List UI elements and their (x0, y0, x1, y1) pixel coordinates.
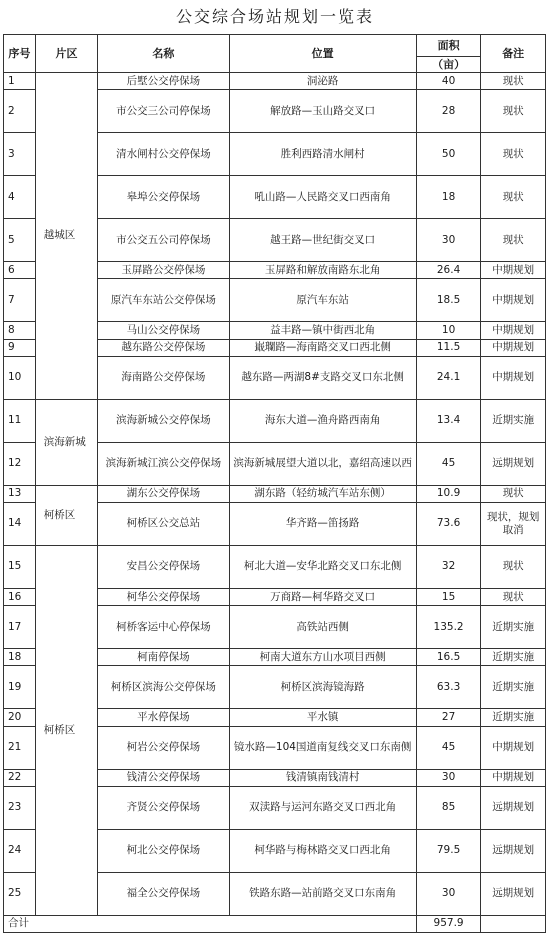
cell-name: 玉屏路公交停保场 (98, 262, 229, 279)
cell-location: 高铁站西侧 (229, 606, 416, 649)
cell-remark: 远期规划 (481, 872, 546, 915)
cell-remark: 远期规划 (481, 786, 546, 829)
header-area: 面积 (416, 35, 481, 57)
cell-location: 解放路—玉山路交叉口 (229, 90, 416, 133)
cell-area: 15 (416, 588, 481, 605)
cell-no: 10 (4, 356, 36, 399)
cell-area: 85 (416, 786, 481, 829)
cell-district: 柯桥区 (35, 485, 97, 545)
cell-remark: 现状 (481, 176, 546, 219)
cell-name: 滨海新城公交停保场 (98, 399, 229, 442)
cell-area: 32 (416, 545, 481, 588)
cell-no: 24 (4, 829, 36, 872)
cell-district: 柯桥区 (35, 545, 97, 915)
cell-no: 6 (4, 262, 36, 279)
cell-area: 24.1 (416, 356, 481, 399)
cell-location: 越东路—两湖8#支路交叉口东北侧 (229, 356, 416, 399)
cell-no: 4 (4, 176, 36, 219)
cell-area: 50 (416, 133, 481, 176)
cell-name: 市公交三公司停保场 (98, 90, 229, 133)
cell-no: 14 (4, 502, 36, 545)
cell-remark: 近期实施 (481, 666, 546, 709)
cell-remark: 近期实施 (481, 606, 546, 649)
cell-no: 20 (4, 709, 36, 726)
cell-name: 柯南停保场 (98, 649, 229, 666)
cell-name: 柯北公交停保场 (98, 829, 229, 872)
stations-table (3, 34, 546, 933)
cell-remark: 现状 (481, 133, 546, 176)
cell-name: 清水闸村公交停保场 (98, 133, 229, 176)
table-row (4, 399, 546, 442)
cell-remark: 现状 (481, 588, 546, 605)
cell-location: 嶯瓓路—海南路交叉口西北侧 (229, 339, 416, 356)
cell-area: 11.5 (416, 339, 481, 356)
cell-name: 钱清公交停保场 (98, 769, 229, 786)
header-location: 位置 (229, 35, 416, 73)
cell-area: 18.5 (416, 279, 481, 322)
cell-location: 双渎路与运河东路交叉口西北角 (229, 786, 416, 829)
cell-name: 齐贤公交停保场 (98, 786, 229, 829)
cell-name: 柯岩公交停保场 (98, 726, 229, 769)
cell-no: 16 (4, 588, 36, 605)
cell-location: 海东大道—渔舟路西南角 (229, 399, 416, 442)
cell-area: 10 (416, 322, 481, 339)
cell-location: 原汽车东站 (229, 279, 416, 322)
table-header-row (4, 35, 546, 57)
cell-name: 平水停保场 (98, 709, 229, 726)
cell-no: 1 (4, 73, 36, 90)
cell-location: 洞泌路 (229, 73, 416, 90)
cell-remark: 近期实施 (481, 649, 546, 666)
cell-remark: 现状，规划取消 (481, 502, 546, 545)
cell-remark: 中期规划 (481, 356, 546, 399)
cell-remark: 中期规划 (481, 322, 546, 339)
cell-location: 钱清镇南钱清村 (229, 769, 416, 786)
header-district: 片区 (35, 35, 97, 73)
cell-no: 25 (4, 872, 36, 915)
table-row (4, 545, 546, 588)
cell-area: 18 (416, 176, 481, 219)
cell-remark: 现状 (481, 90, 546, 133)
cell-location: 益丰路—镇中街西北角 (229, 322, 416, 339)
cell-no: 13 (4, 485, 36, 502)
cell-area: 73.6 (416, 502, 481, 545)
cell-location: 万商路—柯华路交叉口 (229, 588, 416, 605)
table-body (4, 73, 546, 933)
cell-location: 玉屏路和解放南路东北角 (229, 262, 416, 279)
cell-no: 11 (4, 399, 36, 442)
cell-no: 19 (4, 666, 36, 709)
cell-remark: 现状 (481, 73, 546, 90)
cell-remark: 远期规划 (481, 442, 546, 485)
cell-name: 柯华公交停保场 (98, 588, 229, 605)
page-title: 公交综合场站规划一览表 (175, 7, 374, 26)
cell-area: 79.5 (416, 829, 481, 872)
cell-no: 2 (4, 90, 36, 133)
cell-area: 63.3 (416, 666, 481, 709)
cell-area: 30 (416, 219, 481, 262)
cell-no: 23 (4, 786, 36, 829)
cell-name: 柯桥区滨海公交停保场 (98, 666, 229, 709)
cell-name: 马山公交停保场 (98, 322, 229, 339)
cell-name: 市公交五公司停保场 (98, 219, 229, 262)
total-remark-empty (481, 915, 546, 932)
cell-name: 原汽车东站公交停保场 (98, 279, 229, 322)
cell-no: 22 (4, 769, 36, 786)
cell-name: 越东路公交停保场 (98, 339, 229, 356)
cell-remark: 现状 (481, 219, 546, 262)
total-area: 957.9 (416, 915, 481, 932)
cell-area: 45 (416, 726, 481, 769)
cell-area: 30 (416, 872, 481, 915)
cell-remark: 中期规划 (481, 339, 546, 356)
cell-location: 柯华路与梅林路交叉口西北角 (229, 829, 416, 872)
cell-area: 40 (416, 73, 481, 90)
cell-no: 21 (4, 726, 36, 769)
cell-remark: 中期规划 (481, 726, 546, 769)
cell-area: 10.9 (416, 485, 481, 502)
cell-remark: 近期实施 (481, 709, 546, 726)
cell-no: 9 (4, 339, 36, 356)
cell-area: 27 (416, 709, 481, 726)
cell-name: 后墅公交停保场 (98, 73, 229, 90)
cell-remark: 现状 (481, 545, 546, 588)
cell-area: 135.2 (416, 606, 481, 649)
cell-remark: 中期规划 (481, 262, 546, 279)
cell-location: 吼山路—人民路交叉口西南角 (229, 176, 416, 219)
header-name: 名称 (98, 35, 229, 73)
cell-location: 铁路东路—站前路交叉口东南角 (229, 872, 416, 915)
cell-no: 3 (4, 133, 36, 176)
cell-location: 越王路—世纪街交叉口 (229, 219, 416, 262)
cell-name: 福全公交停保场 (98, 872, 229, 915)
cell-no: 12 (4, 442, 36, 485)
cell-no: 5 (4, 219, 36, 262)
cell-remark: 现状 (481, 485, 546, 502)
cell-remark: 中期规划 (481, 279, 546, 322)
cell-location: 胜利西路清水闸村 (229, 133, 416, 176)
cell-no: 7 (4, 279, 36, 322)
cell-name: 湖东公交停保场 (98, 485, 229, 502)
header-area-unit: （亩） (416, 57, 481, 73)
cell-name: 海南路公交停保场 (98, 356, 229, 399)
cell-location: 平水镇 (229, 709, 416, 726)
cell-location: 华齐路—笛扬路 (229, 502, 416, 545)
cell-name: 柯桥客运中心停保场 (98, 606, 229, 649)
cell-area: 28 (416, 90, 481, 133)
cell-no: 17 (4, 606, 36, 649)
cell-area: 26.4 (416, 262, 481, 279)
table-row (4, 73, 546, 90)
cell-name: 滨海新城江滨公交停保场 (98, 442, 229, 485)
cell-location: 柯桥区滨海镜海路 (229, 666, 416, 709)
cell-name: 柯桥区公交总站 (98, 502, 229, 545)
cell-location: 湖东路（轻纺城汽车站东侧） (229, 485, 416, 502)
cell-location: 柯北大道—安华北路交叉口东北侧 (229, 545, 416, 588)
header-remark: 备注 (481, 35, 546, 73)
cell-remark: 中期规划 (481, 769, 546, 786)
cell-district: 越城区 (35, 73, 97, 400)
cell-name: 皋埠公交停保场 (98, 176, 229, 219)
cell-no: 15 (4, 545, 36, 588)
total-label: 合计 (4, 915, 417, 932)
header-no: 序号 (4, 35, 36, 73)
cell-location: 镜水路—104国道南复线交叉口东南侧 (229, 726, 416, 769)
cell-area: 30 (416, 769, 481, 786)
cell-area: 45 (416, 442, 481, 485)
cell-area: 13.4 (416, 399, 481, 442)
cell-location: 滨海新城展望大道以北，嘉绍高速以西 (229, 442, 416, 485)
cell-remark: 近期实施 (481, 399, 546, 442)
cell-area: 16.5 (416, 649, 481, 666)
cell-name: 安昌公交停保场 (98, 545, 229, 588)
cell-location: 柯南大道东方山水项目西侧 (229, 649, 416, 666)
total-row (4, 915, 546, 932)
cell-district: 滨海新城 (35, 399, 97, 485)
cell-no: 18 (4, 649, 36, 666)
table-row (4, 485, 546, 502)
cell-remark: 远期规划 (481, 829, 546, 872)
cell-no: 8 (4, 322, 36, 339)
